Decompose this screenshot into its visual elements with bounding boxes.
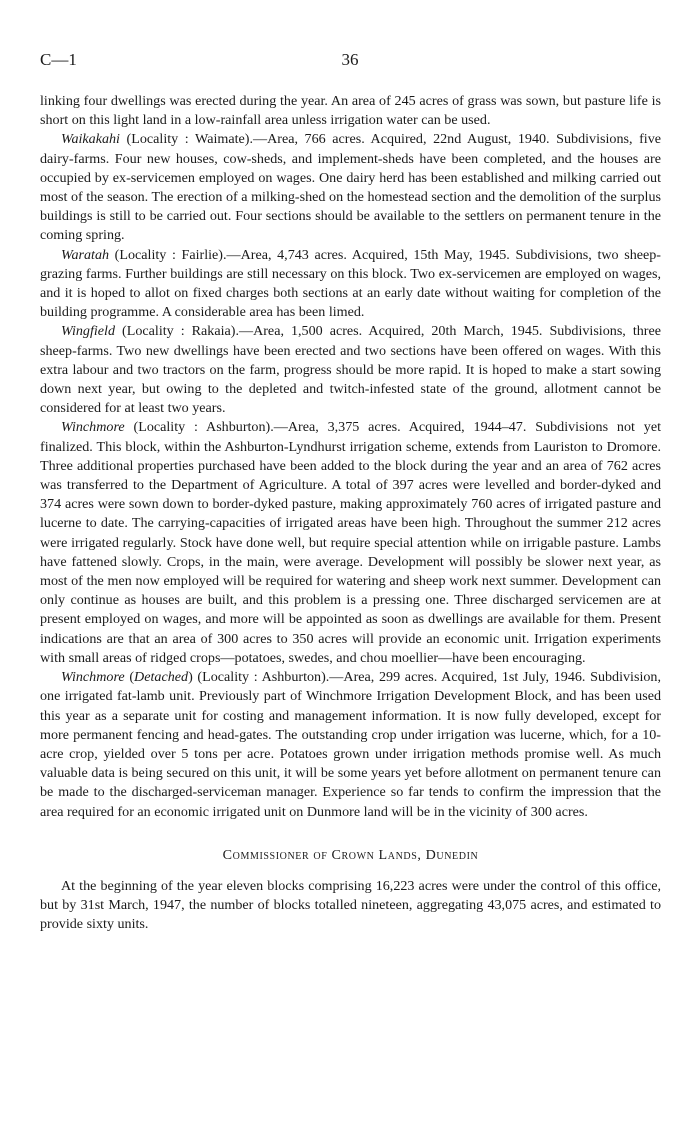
paragraph-text: (Locality : Waimate).—Area, 766 acres. Acquired, 22nd August, 1940. Subdivisions, five dairy-farms. Four new houses, cow-sheds, and implement-sheds have been completed, and the houses are occupied by ex-servicemen employed on wages. One dairy herd has been established and milking carried out most of the season. The erection of a milking-shed on the homestead section and the demolition of the surplus buildings is still to be carried out. Four sections should be available to the settlers on permanent tenure in the coming spring. [40,131,661,244]
block-name: Winchmore [61,669,125,686]
document-body [40,92,661,935]
block-entry-waratah [40,246,661,323]
document-reference: C—1 [40,50,77,69]
block-name: Waikakahi [61,131,120,148]
closing-paragraph: At the beginning of the year eleven blocks comprising 16,223 acres were under the control of this office, but by 31st March, 1947, the number of blocks totalled nineteen, aggregating 43,075 acres, and estimated to provide sixty units. [40,877,661,933]
block-entry-wingfield [40,322,661,418]
paragraph-continuation [40,92,661,130]
paragraph-text: ) (Locality : Ashburton).—Area, 299 acres. Acquired, 1st July, 1946. Subdivision, one irrigated fat-lamb unit. Previously part of Winchmore Irrigation Development Block, and has been used this year as a separate unit for costing and management information. It is now fully developed, except for more permanent fencing and head-gates. The outstanding crop under irrigation was lucerne, which, for a 10-acre crop, yielded over 5 tons per acre. Potatoes grown under irrigation methods promise well. As much valuable data is being secured on this unit, it will be some years yet before allotment on permanent tenure can be made to the discharged-serviceman manager. Experience so far tends to confirm the impression that the area required for an economic irrigated unit on Dunmore land will be in the vicinity of 300 acres. [40,669,661,820]
paren-open: ( [124,669,135,686]
block-name: Wingfield [61,323,116,340]
block-entry-waikakahi [40,130,661,245]
page-header [40,50,660,72]
paragraph-text: (Locality : Fairlie).—Area, 4,743 acres. Acquired, 15th May, 1945. Subdivisions, two sheep-grazing farms. Further buildings are still necessary on this block. Two ex-servicemen are employed on wages, and it is hoped to allot on fixed charges both sections at an early date without waiting for completion of the building programme. A considerable area has been limed. [40,246,661,321]
paragraph-text: (Locality : Rakaia).—Area, 1,500 acres. Acquired, 20th March, 1945. Subdivisions, three sheep-farms. Two new dwellings have been erected and two sections have been offered on wages. With this extra labour and two tractors on the farm, progress should be more rapid. It is hoped to make a start sowing down next year, but owing to the depleted and twitch-infested state of the ground, allotment cannot be considered for at least two years. [40,323,661,417]
block-name: Waratah [61,246,110,263]
block-qualifier: Detached [134,669,189,686]
paragraph-text: linking four dwellings was erected during the year. An area of 245 acres of grass was sown, but pasture life is short on this light land in a low-rainfall area unless irrigation water can be used. [40,93,661,129]
block-entry-winchmore-detached [40,668,661,822]
block-name: Winchmore [61,419,125,436]
paragraph-text: (Locality : Ashburton).—Area, 3,375 acres. Acquired, 1944–47. Subdivisions not yet finalized. This block, within the Ashburton-Lyndhurst irrigation scheme, extends from Lauriston to Dromore. Three additional properties purchased have been added to the block during the year and an area of 762 acres was transferred to the Department of Agriculture. A total of 397 acres were levelled and border-dyked and 374 acres were sown down to border-dyked pasture, making approximately 760 acres of irrigated pasture and lucerne to date. The carrying-capacities of irrigated areas have been high. Throughout the summer 212 acres were irrigated regularly. Stock have done well, but require special attention while on irrigable pasture. Lambs have fattened slowly. Crops, in the main, were average. Development will possibly be slower next year, as most of the men now employed will be required for watering and sheep work next summer. Development can only continue as houses are built, and this problem is a pressing one. Three discharged servicemen are at present employed on wages, and more will be appointed as soon as dwellings are available for them. Present indications are that an area of 300 acres to 350 acres will provide an economic unit. Irrigation experiments with small areas of ridged crops—potatoes, swedes, and chou moellier—have been encouraging. [40,419,661,666]
page-number: 36 [341,50,359,69]
block-entry-winchmore [40,418,661,668]
section-heading: Commissioner of Crown Lands, Dunedin [222,846,479,863]
